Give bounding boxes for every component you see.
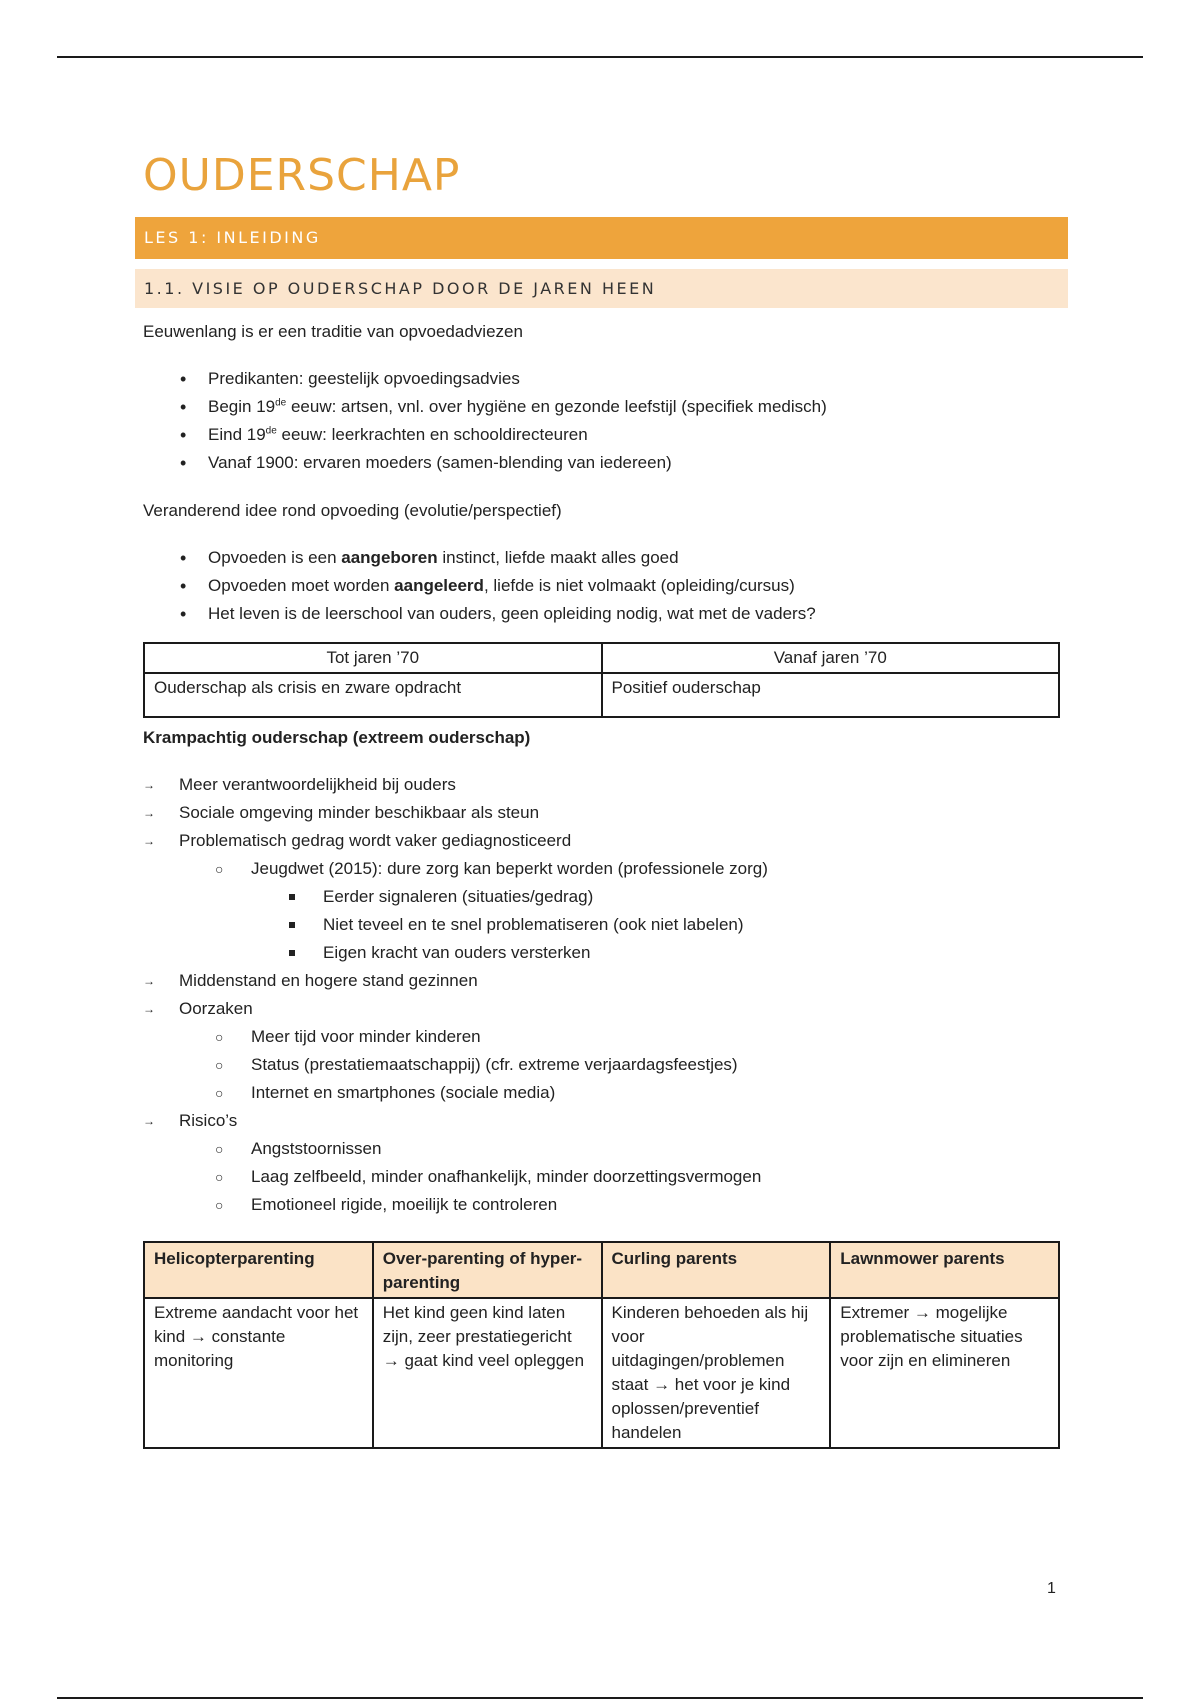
list-item: Niet teveel en te snel problematiseren (ook niet labelen) bbox=[287, 911, 1068, 939]
page-number: 1 bbox=[1047, 1580, 1056, 1597]
styles-table-cell: Extreme aandacht voor het kind → constante monitoring bbox=[144, 1298, 373, 1448]
list-item: → Risico’s ○ Angststoornissen ○ Laag zelfbeeld, minder onafhankelijk, minder doorzettingsvermogen ○ Emotioneel rigide, moeilijk te controleren bbox=[143, 1107, 1068, 1219]
intro-paragraph-2: Veranderend idee rond opvoeding (evolutie/perspectief) bbox=[143, 501, 562, 520]
styles-table-header: Curling parents bbox=[602, 1242, 831, 1298]
circle-bullet-icon: ○ bbox=[215, 1085, 224, 1101]
document-title: OUDERSCHAP bbox=[143, 150, 461, 201]
era-table-cell: Ouderschap als crisis en zware opdracht bbox=[144, 673, 602, 717]
list-item: ○ Angststoornissen bbox=[215, 1135, 1068, 1163]
document-page bbox=[135, 130, 1068, 1449]
list-item: ○ Meer tijd voor minder kinderen bbox=[215, 1023, 1068, 1051]
styles-table-header: Lawnmower parents bbox=[830, 1242, 1059, 1298]
list-item: • Het leven is de leerschool van ouders, geen opleiding nodig, wat met de vaders? bbox=[180, 600, 1068, 628]
styles-table-cell: Extremer → mogelijke problematische situaties voor zijn en elimineren bbox=[830, 1298, 1059, 1448]
advisors-list bbox=[180, 365, 1068, 477]
list-item: Eerder signaleren (situaties/gedrag) bbox=[287, 883, 1068, 911]
era-table-header: Vanaf jaren ’70 bbox=[602, 643, 1060, 673]
list-item: → Meer verantwoordelijkheid bij ouders bbox=[143, 771, 1068, 799]
list-item: • Vanaf 1900: ervaren moeders (samen-blending van iedereen) bbox=[180, 449, 1068, 477]
list-item: ○ Internet en smartphones (sociale media) bbox=[215, 1079, 1068, 1107]
circle-bullet-icon: ○ bbox=[215, 1169, 224, 1185]
arrow-icon: → bbox=[143, 778, 155, 792]
circle-bullet-icon: ○ bbox=[215, 861, 224, 877]
square-bullet-icon bbox=[289, 950, 295, 956]
sub-sub-list bbox=[287, 883, 1068, 967]
era-table-cell: Positief ouderschap bbox=[602, 673, 1060, 717]
list-item: → Problematisch gedrag wordt vaker gediagnosticeerd ○ Jeugdwet (2015): dure zorg kan beperkt worden (professionele zorg) Eerder signaleren (situaties/gedrag) Niet teveel en te snel problematiseren (ook niet labelen) Eigen kracht van ouders versterken bbox=[143, 827, 1068, 967]
lesson-heading: LES 1: INLEIDING bbox=[135, 217, 1068, 259]
list-item: ○ Emotioneel rigide, moeilijk te controleren bbox=[215, 1191, 1068, 1219]
list-item: ○ Jeugdwet (2015): dure zorg kan beperkt worden (professionele zorg) Eerder signaleren (situaties/gedrag) Niet teveel en te snel problematiseren (ook niet labelen) Eigen kracht van ouders versterken bbox=[215, 855, 1068, 967]
list-item: → Sociale omgeving minder beschikbaar als steun bbox=[143, 799, 1068, 827]
parenting-styles-table bbox=[143, 1241, 1060, 1449]
list-item: • Predikanten: geestelijk opvoedingsadvies bbox=[180, 365, 1068, 393]
header-rule bbox=[57, 56, 1143, 58]
list-item: • Begin 19de eeuw: artsen, vnl. over hygiëne en gezonde leefstijl (specifiek medisch) bbox=[180, 393, 1068, 421]
sub-list bbox=[215, 1023, 1068, 1107]
list-item: → Middenstand en hogere stand gezinnen bbox=[143, 967, 1068, 995]
list-item: ○ Status (prestatiemaatschappij) (cfr. extreme verjaardagsfeestjes) bbox=[215, 1051, 1068, 1079]
ideas-list bbox=[180, 544, 1068, 628]
circle-bullet-icon: ○ bbox=[215, 1197, 224, 1213]
arrow-icon: → bbox=[143, 1114, 155, 1128]
circle-bullet-icon: ○ bbox=[215, 1057, 224, 1073]
era-table bbox=[143, 642, 1060, 718]
list-item: Eigen kracht van ouders versterken bbox=[287, 939, 1068, 967]
list-item: • Eind 19de eeuw: leerkrachten en schooldirecteuren bbox=[180, 421, 1068, 449]
era-table-header: Tot jaren ’70 bbox=[144, 643, 602, 673]
styles-table-cell: Het kind geen kind laten zijn, zeer prestatiegericht → gaat kind veel opleggen bbox=[373, 1298, 602, 1448]
square-bullet-icon bbox=[289, 894, 295, 900]
kramp-heading: Krampachtig ouderschap (extreem ouderschap) bbox=[143, 728, 531, 747]
list-item: • Opvoeden is een aangeboren instinct, liefde maakt alles goed bbox=[180, 544, 1068, 572]
list-item: ○ Laag zelfbeeld, minder onafhankelijk, minder doorzettingsvermogen bbox=[215, 1163, 1068, 1191]
kramp-list bbox=[143, 771, 1068, 1219]
arrow-icon: → bbox=[143, 974, 155, 988]
intro-paragraph-1: Eeuwenlang is er een traditie van opvoedadviezen bbox=[143, 322, 523, 341]
list-item: → Oorzaken ○ Meer tijd voor minder kinderen ○ Status (prestatiemaatschappij) (cfr. extreme verjaardagsfeestjes) ○ Internet en smartphones (sociale media) bbox=[143, 995, 1068, 1107]
styles-table-cell: Kinderen behoeden als hij voor uitdagingen/problemen staat → het voor je kind oplossen/preventief handelen bbox=[602, 1298, 831, 1448]
circle-bullet-icon: ○ bbox=[215, 1141, 224, 1157]
section-heading: 1.1. VISIE OP OUDERSCHAP DOOR DE JAREN HEEN bbox=[135, 269, 1068, 308]
styles-table-header: Over-parenting of hyper-parenting bbox=[373, 1242, 602, 1298]
footer-rule bbox=[57, 1697, 1143, 1699]
arrow-icon: → bbox=[143, 1002, 155, 1016]
square-bullet-icon bbox=[289, 922, 295, 928]
arrow-icon: → bbox=[143, 806, 155, 820]
circle-bullet-icon: ○ bbox=[215, 1029, 224, 1045]
arrow-icon: → bbox=[143, 834, 155, 848]
list-item: • Opvoeden moet worden aangeleerd, liefde is niet volmaakt (opleiding/cursus) bbox=[180, 572, 1068, 600]
styles-table-header: Helicopterparenting bbox=[144, 1242, 373, 1298]
sub-list bbox=[215, 855, 1068, 967]
sub-list bbox=[215, 1135, 1068, 1219]
